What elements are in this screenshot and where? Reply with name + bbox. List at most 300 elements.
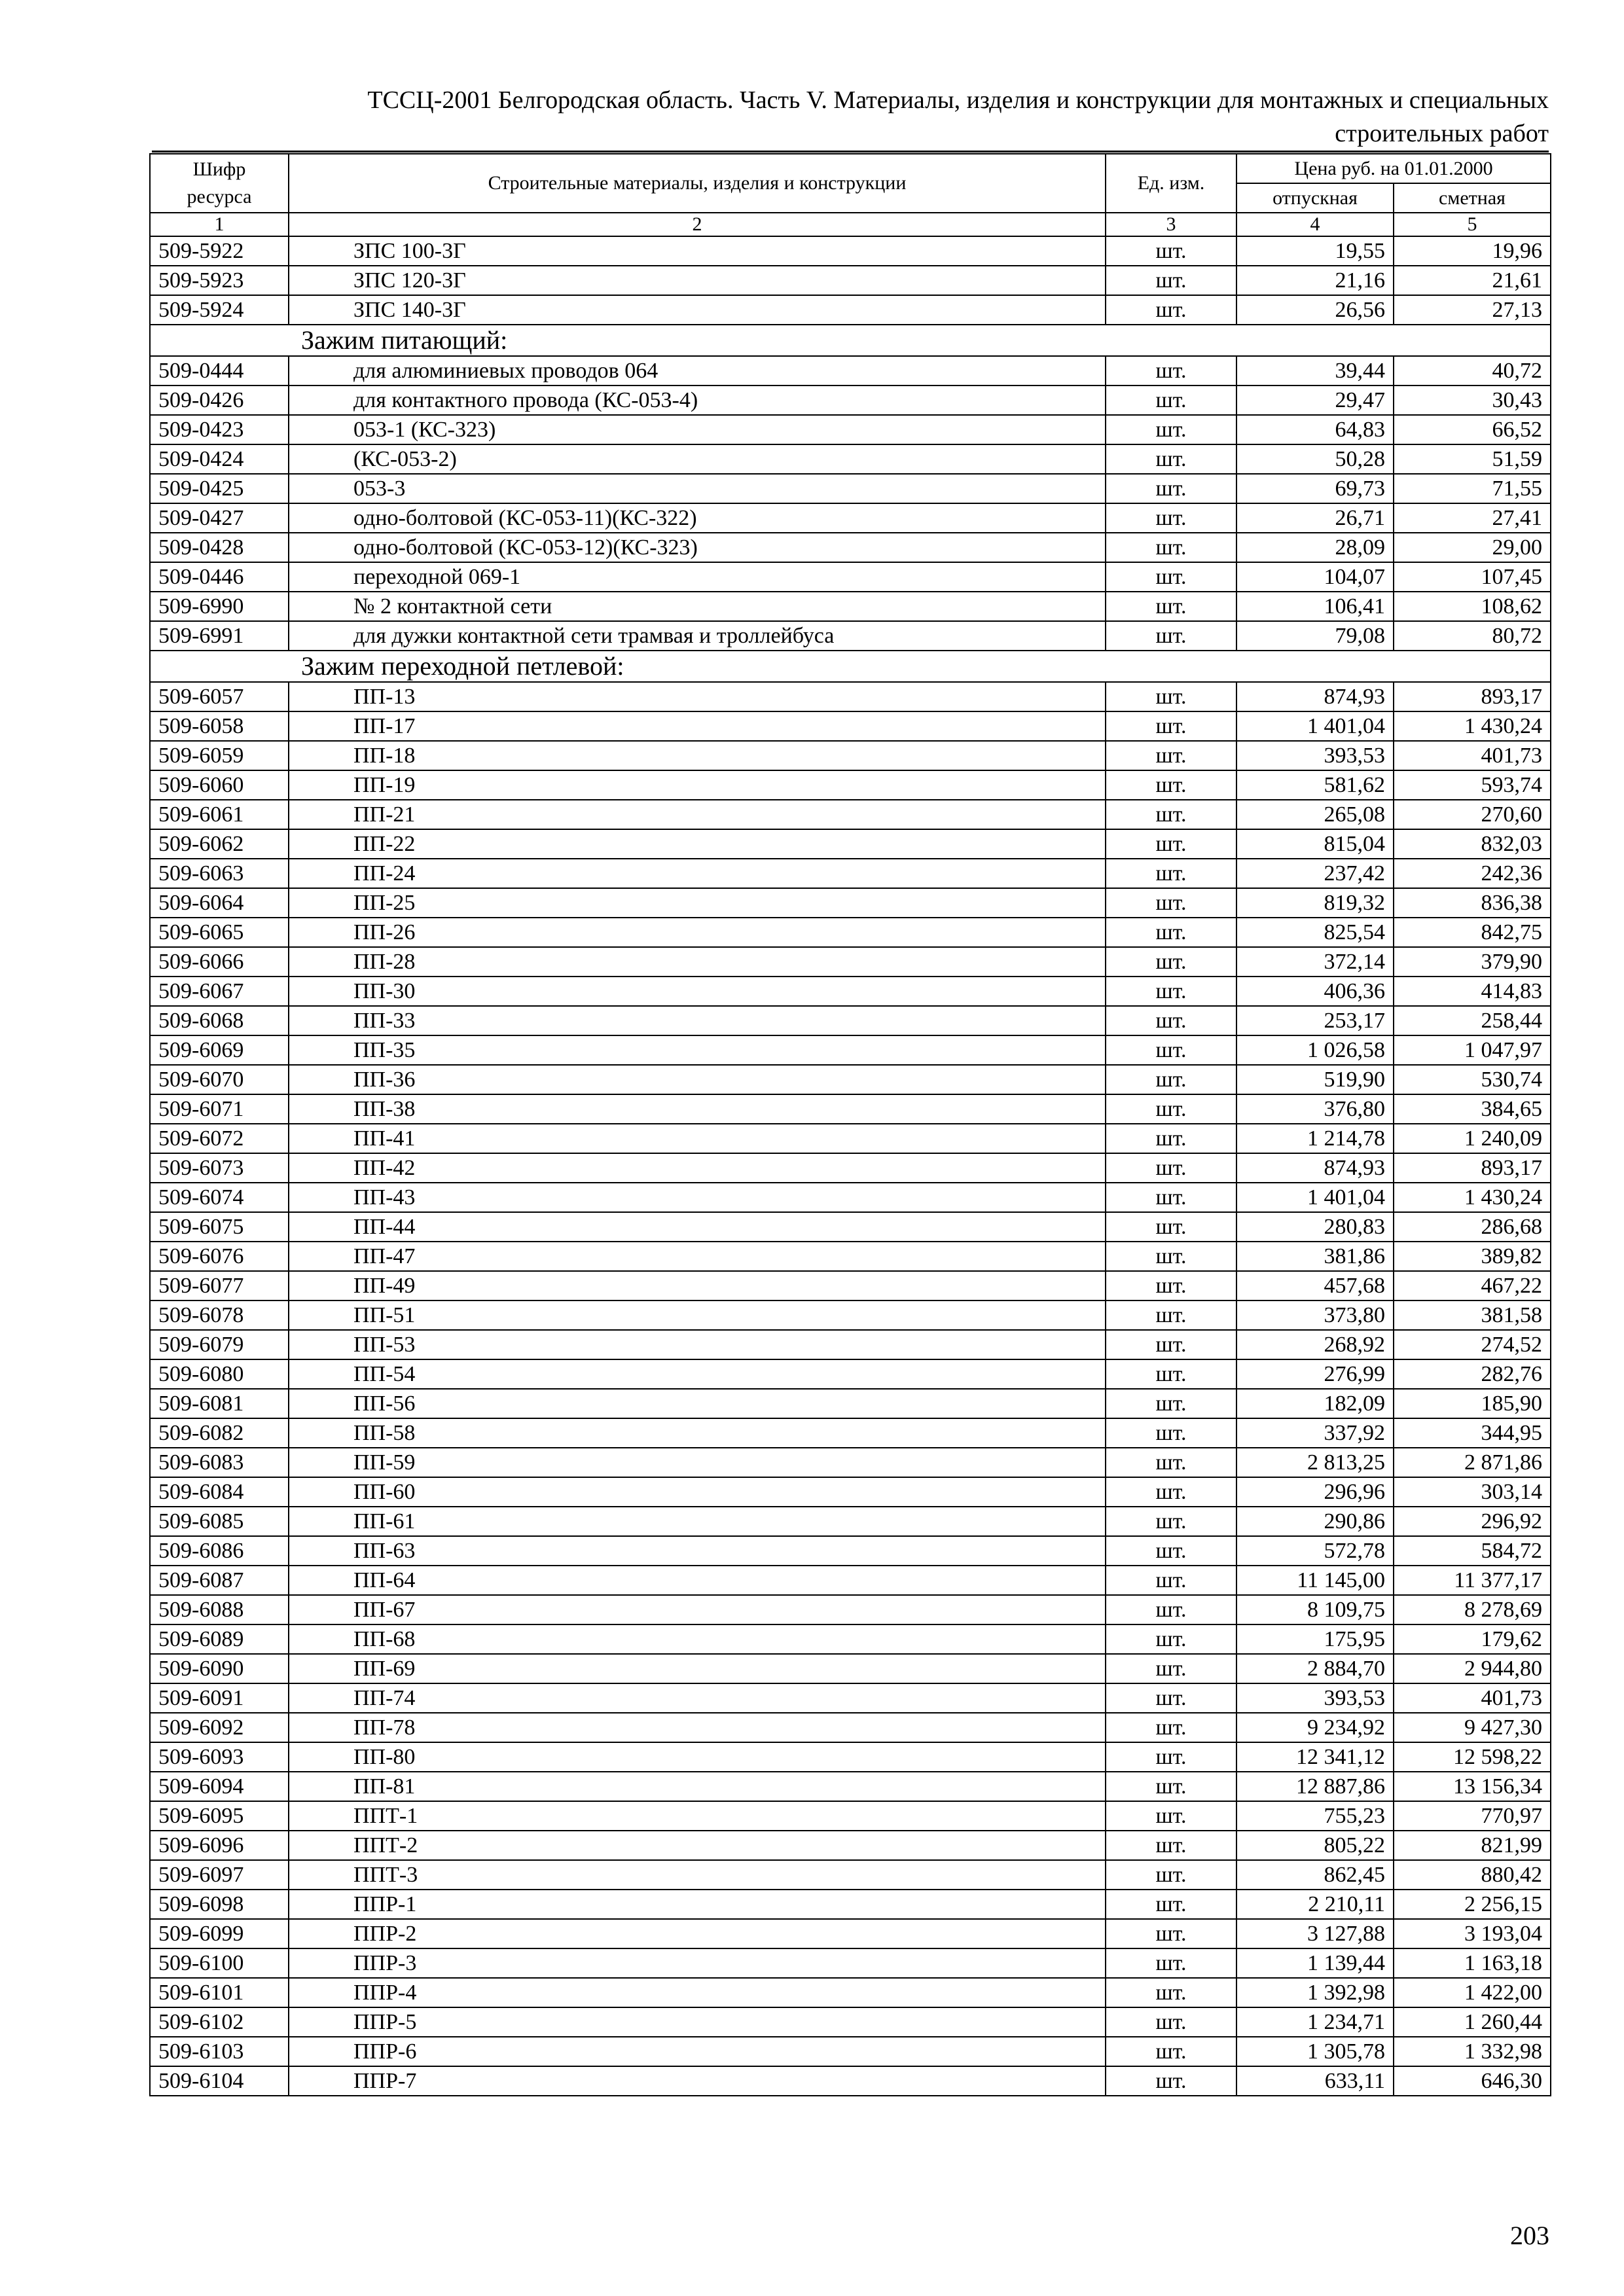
table-row	[150, 1212, 1551, 1242]
release-price: 815,04	[1236, 829, 1394, 859]
unit: шт.	[1106, 1477, 1236, 1507]
table-row	[150, 1389, 1551, 1418]
resource-code: 509-6077	[150, 1271, 289, 1300]
material-name: ПП-78	[289, 1713, 1106, 1742]
resource-code: 509-6072	[150, 1124, 289, 1153]
release-price: 26,56	[1236, 295, 1394, 325]
table-row	[150, 1536, 1551, 1566]
resource-code: 509-6085	[150, 1507, 289, 1536]
resource-code: 509-0446	[150, 562, 289, 592]
release-price: 874,93	[1236, 682, 1394, 711]
unit: шт.	[1106, 295, 1236, 325]
table-row	[150, 592, 1551, 621]
table-row	[150, 1448, 1551, 1477]
estimate-price: 27,41	[1394, 503, 1551, 533]
resource-code: 509-0428	[150, 533, 289, 562]
release-price: 12 887,86	[1236, 1772, 1394, 1801]
material-name: ПП-56	[289, 1389, 1106, 1418]
estimate-price: 836,38	[1394, 888, 1551, 918]
resource-code: 509-6066	[150, 947, 289, 977]
unit: шт.	[1106, 1683, 1236, 1713]
estimate-price: 401,73	[1394, 1683, 1551, 1713]
unit: шт.	[1106, 1418, 1236, 1448]
unit: шт.	[1106, 1831, 1236, 1860]
resource-code: 509-6075	[150, 1212, 289, 1242]
table-row	[150, 711, 1551, 741]
table-row	[150, 1507, 1551, 1536]
estimate-price: 379,90	[1394, 947, 1551, 977]
column-number: 5	[1394, 213, 1551, 236]
material-name: ПП-42	[289, 1153, 1106, 1183]
resource-code: 509-6086	[150, 1536, 289, 1566]
resource-code: 509-6095	[150, 1801, 289, 1831]
release-price: 237,42	[1236, 859, 1394, 888]
unit: шт.	[1106, 1183, 1236, 1212]
release-price: 253,17	[1236, 1006, 1394, 1035]
table-row	[150, 1418, 1551, 1448]
release-price: 79,08	[1236, 621, 1394, 651]
resource-code: 509-6070	[150, 1065, 289, 1094]
material-name: № 2 контактной сети	[289, 592, 1106, 621]
estimate-price: 646,30	[1394, 2066, 1551, 2096]
material-name: ПП-30	[289, 977, 1106, 1006]
release-price: 1 214,78	[1236, 1124, 1394, 1153]
unit: шт.	[1106, 415, 1236, 444]
material-name: ПП-63	[289, 1536, 1106, 1566]
unit: шт.	[1106, 2037, 1236, 2066]
release-price: 381,86	[1236, 1242, 1394, 1271]
release-price: 805,22	[1236, 1831, 1394, 1860]
release-price: 106,41	[1236, 592, 1394, 621]
estimate-price: 21,61	[1394, 266, 1551, 295]
release-price: 572,78	[1236, 1536, 1394, 1566]
unit: шт.	[1106, 1654, 1236, 1683]
material-name: ПП-81	[289, 1772, 1106, 1801]
estimate-price: 3 193,04	[1394, 1919, 1551, 1948]
material-name: ПП-24	[289, 859, 1106, 888]
unit: шт.	[1106, 1948, 1236, 1978]
material-name: для дужки контактной сети трамвая и троллейбуса	[289, 621, 1106, 651]
section-title: Зажим питающий:	[150, 325, 1551, 356]
material-name: ППР-5	[289, 2007, 1106, 2037]
unit: шт.	[1106, 1566, 1236, 1595]
resource-code: 509-6068	[150, 1006, 289, 1035]
release-price: 280,83	[1236, 1212, 1394, 1242]
unit: шт.	[1106, 1978, 1236, 2007]
unit: шт.	[1106, 444, 1236, 474]
unit: шт.	[1106, 1300, 1236, 1330]
estimate-price: 389,82	[1394, 1242, 1551, 1271]
material-name: ППР-4	[289, 1978, 1106, 2007]
unit: шт.	[1106, 947, 1236, 977]
unit: шт.	[1106, 1919, 1236, 1948]
resource-code: 509-5924	[150, 295, 289, 325]
release-price: 819,32	[1236, 888, 1394, 918]
table-row	[150, 295, 1551, 325]
resource-code: 509-6078	[150, 1300, 289, 1330]
estimate-price: 296,92	[1394, 1507, 1551, 1536]
unit: шт.	[1106, 236, 1236, 266]
table-row	[150, 1035, 1551, 1065]
table-row	[150, 415, 1551, 444]
table-row	[150, 1153, 1551, 1183]
column-number: 2	[289, 213, 1106, 236]
unit: шт.	[1106, 2007, 1236, 2037]
resource-code: 509-6093	[150, 1742, 289, 1772]
material-name: ПП-53	[289, 1330, 1106, 1359]
resource-code: 509-6061	[150, 800, 289, 829]
release-price: 393,53	[1236, 741, 1394, 770]
estimate-price: 179,62	[1394, 1624, 1551, 1654]
table-row	[150, 829, 1551, 859]
unit: шт.	[1106, 562, 1236, 592]
table-row	[150, 562, 1551, 592]
estimate-price: 13 156,34	[1394, 1772, 1551, 1801]
table-row	[150, 1948, 1551, 1978]
table-row	[150, 947, 1551, 977]
release-price: 1 234,71	[1236, 2007, 1394, 2037]
estimate-price: 242,36	[1394, 859, 1551, 888]
release-price: 457,68	[1236, 1271, 1394, 1300]
table-row	[150, 1242, 1551, 1271]
resource-code: 509-6990	[150, 592, 289, 621]
resource-code: 509-6082	[150, 1418, 289, 1448]
table-row	[150, 977, 1551, 1006]
estimate-price: 258,44	[1394, 1006, 1551, 1035]
unit: шт.	[1106, 592, 1236, 621]
column-number: 3	[1106, 213, 1236, 236]
material-name: ЗПС 120-3Г	[289, 266, 1106, 295]
release-price: 755,23	[1236, 1801, 1394, 1831]
material-name: ППР-6	[289, 2037, 1106, 2066]
release-price: 11 145,00	[1236, 1566, 1394, 1595]
table-row	[150, 1124, 1551, 1153]
table-row	[150, 1978, 1551, 2007]
section-row	[150, 325, 1551, 356]
material-name: ПП-49	[289, 1271, 1106, 1300]
section-title: Зажим переходной петлевой:	[150, 651, 1551, 682]
material-name: для контактного провода (КС-053-4)	[289, 386, 1106, 415]
table-row	[150, 859, 1551, 888]
resource-code: 509-0423	[150, 415, 289, 444]
unit: шт.	[1106, 1536, 1236, 1566]
material-name: ПП-51	[289, 1300, 1106, 1330]
estimate-price: 27,13	[1394, 295, 1551, 325]
unit: шт.	[1106, 1330, 1236, 1359]
release-price: 39,44	[1236, 356, 1394, 386]
table-row	[150, 2066, 1551, 2096]
estimate-price: 1 260,44	[1394, 2007, 1551, 2037]
unit: шт.	[1106, 533, 1236, 562]
table-row	[150, 682, 1551, 711]
resource-code: 509-6101	[150, 1978, 289, 2007]
release-price: 372,14	[1236, 947, 1394, 977]
material-name: ППР-2	[289, 1919, 1106, 1948]
resource-code: 509-6091	[150, 1683, 289, 1713]
material-name: ППТ-2	[289, 1831, 1106, 1860]
col-price-header: Цена руб. на 01.01.2000	[1236, 154, 1551, 183]
resource-code: 509-6103	[150, 2037, 289, 2066]
page-header	[152, 84, 1549, 152]
release-price: 337,92	[1236, 1418, 1394, 1448]
unit: шт.	[1106, 503, 1236, 533]
material-name: ППТ-3	[289, 1860, 1106, 1890]
material-name: 053-3	[289, 474, 1106, 503]
estimate-price: 1 422,00	[1394, 1978, 1551, 2007]
header-subtitle: строительных работ	[1335, 120, 1549, 147]
table-row	[150, 1183, 1551, 1212]
estimate-price: 51,59	[1394, 444, 1551, 474]
release-price: 3 127,88	[1236, 1919, 1394, 1948]
release-price: 2 884,70	[1236, 1654, 1394, 1683]
resource-code: 509-6084	[150, 1477, 289, 1507]
col-release-header: отпускная	[1236, 183, 1394, 213]
resource-code: 509-6099	[150, 1919, 289, 1948]
table-row	[150, 1094, 1551, 1124]
release-price: 21,16	[1236, 266, 1394, 295]
unit: шт.	[1106, 474, 1236, 503]
estimate-price: 2 944,80	[1394, 1654, 1551, 1683]
unit: шт.	[1106, 770, 1236, 800]
estimate-price: 832,03	[1394, 829, 1551, 859]
resource-code: 509-5922	[150, 236, 289, 266]
unit: шт.	[1106, 800, 1236, 829]
release-price: 1 401,04	[1236, 711, 1394, 741]
estimate-price: 770,97	[1394, 1801, 1551, 1831]
resource-code: 509-6062	[150, 829, 289, 859]
resource-code: 509-6102	[150, 2007, 289, 2037]
estimate-price: 593,74	[1394, 770, 1551, 800]
material-name: ПП-60	[289, 1477, 1106, 1507]
estimate-price: 414,83	[1394, 977, 1551, 1006]
table-row	[150, 1566, 1551, 1595]
estimate-price: 286,68	[1394, 1212, 1551, 1242]
estimate-price: 401,73	[1394, 741, 1551, 770]
release-price: 276,99	[1236, 1359, 1394, 1389]
table-row	[150, 1831, 1551, 1860]
table-row	[150, 1860, 1551, 1890]
table-row	[150, 1742, 1551, 1772]
table-row	[150, 386, 1551, 415]
resource-code: 509-0426	[150, 386, 289, 415]
release-price: 581,62	[1236, 770, 1394, 800]
estimate-price: 66,52	[1394, 415, 1551, 444]
table-row	[150, 1683, 1551, 1713]
material-name: ПП-28	[289, 947, 1106, 977]
unit: шт.	[1106, 1595, 1236, 1624]
release-price: 825,54	[1236, 918, 1394, 947]
estimate-price: 8 278,69	[1394, 1595, 1551, 1624]
resource-code: 509-0424	[150, 444, 289, 474]
resource-code: 509-6058	[150, 711, 289, 741]
release-price: 296,96	[1236, 1477, 1394, 1507]
release-price: 519,90	[1236, 1065, 1394, 1094]
unit: шт.	[1106, 1212, 1236, 1242]
resource-code: 509-6090	[150, 1654, 289, 1683]
material-name: (КС-053-2)	[289, 444, 1106, 474]
material-name: ПП-38	[289, 1094, 1106, 1124]
table-header	[150, 154, 1551, 236]
estimate-price: 80,72	[1394, 621, 1551, 651]
unit: шт.	[1106, 1035, 1236, 1065]
resource-code: 509-0427	[150, 503, 289, 533]
unit: шт.	[1106, 1242, 1236, 1271]
unit: шт.	[1106, 711, 1236, 741]
release-price: 19,55	[1236, 236, 1394, 266]
material-name: ППР-1	[289, 1890, 1106, 1919]
resource-code: 509-6079	[150, 1330, 289, 1359]
resource-code: 509-6098	[150, 1890, 289, 1919]
table-row	[150, 888, 1551, 918]
resource-code: 509-6081	[150, 1389, 289, 1418]
material-name: одно-болтовой (КС-053-11)(КС-322)	[289, 503, 1106, 533]
release-price: 8 109,75	[1236, 1595, 1394, 1624]
unit: шт.	[1106, 1860, 1236, 1890]
release-price: 182,09	[1236, 1389, 1394, 1418]
estimate-price: 303,14	[1394, 1477, 1551, 1507]
resource-code: 509-6096	[150, 1831, 289, 1860]
resource-code: 509-6069	[150, 1035, 289, 1065]
release-price: 373,80	[1236, 1300, 1394, 1330]
resource-code: 509-6064	[150, 888, 289, 918]
unit: шт.	[1106, 859, 1236, 888]
release-price: 64,83	[1236, 415, 1394, 444]
column-number: 1	[150, 213, 289, 236]
material-name: ПП-22	[289, 829, 1106, 859]
table-row	[150, 918, 1551, 947]
material-name: ПП-18	[289, 741, 1106, 770]
release-price: 265,08	[1236, 800, 1394, 829]
resource-code: 509-6067	[150, 977, 289, 1006]
material-name: ППР-7	[289, 2066, 1106, 2096]
unit: шт.	[1106, 1389, 1236, 1418]
estimate-price: 1 430,24	[1394, 1183, 1551, 1212]
col-estimate-header: сметная	[1394, 183, 1551, 213]
release-price: 50,28	[1236, 444, 1394, 474]
release-price: 406,36	[1236, 977, 1394, 1006]
unit: шт.	[1106, 977, 1236, 1006]
material-name: ПП-61	[289, 1507, 1106, 1536]
resource-code: 509-0444	[150, 356, 289, 386]
resource-code: 509-6057	[150, 682, 289, 711]
estimate-price: 1 047,97	[1394, 1035, 1551, 1065]
unit: шт.	[1106, 1742, 1236, 1772]
table-row	[150, 356, 1551, 386]
material-name: переходной 069-1	[289, 562, 1106, 592]
material-name: ПП-54	[289, 1359, 1106, 1389]
table-row	[150, 1801, 1551, 1831]
unit: шт.	[1106, 829, 1236, 859]
table-row	[150, 1919, 1551, 1948]
material-name: ПП-69	[289, 1654, 1106, 1683]
estimate-price: 1 430,24	[1394, 711, 1551, 741]
release-price: 268,92	[1236, 1330, 1394, 1359]
table-row	[150, 1772, 1551, 1801]
material-name: ПП-67	[289, 1595, 1106, 1624]
estimate-price: 71,55	[1394, 474, 1551, 503]
estimate-price: 384,65	[1394, 1094, 1551, 1124]
estimate-price: 108,62	[1394, 592, 1551, 621]
resource-code: 509-6065	[150, 918, 289, 947]
estimate-price: 880,42	[1394, 1860, 1551, 1890]
material-name: ПП-13	[289, 682, 1106, 711]
release-price: 874,93	[1236, 1153, 1394, 1183]
unit: шт.	[1106, 1772, 1236, 1801]
column-numbers-row	[150, 213, 1551, 236]
table-row	[150, 2007, 1551, 2037]
page-number: 203	[1510, 2221, 1549, 2250]
table-row	[150, 741, 1551, 770]
table-row	[150, 1624, 1551, 1654]
estimate-price: 29,00	[1394, 533, 1551, 562]
material-name: ПП-43	[289, 1183, 1106, 1212]
resource-code: 509-6092	[150, 1713, 289, 1742]
release-price: 1 305,78	[1236, 2037, 1394, 2066]
resource-code: 509-6073	[150, 1153, 289, 1183]
material-name: одно-болтовой (КС-053-12)(КС-323)	[289, 533, 1106, 562]
unit: шт.	[1106, 888, 1236, 918]
material-name: 053-1 (КС-323)	[289, 415, 1106, 444]
estimate-price: 30,43	[1394, 386, 1551, 415]
table-row	[150, 266, 1551, 295]
resource-code: 509-6071	[150, 1094, 289, 1124]
material-name: ПП-33	[289, 1006, 1106, 1035]
estimate-price: 2 871,86	[1394, 1448, 1551, 1477]
unit: шт.	[1106, 1359, 1236, 1389]
release-price: 29,47	[1236, 386, 1394, 415]
unit: шт.	[1106, 356, 1236, 386]
unit: шт.	[1106, 1890, 1236, 1919]
estimate-price: 344,95	[1394, 1418, 1551, 1448]
resource-code: 509-6991	[150, 621, 289, 651]
resource-code: 509-6076	[150, 1242, 289, 1271]
estimate-price: 2 256,15	[1394, 1890, 1551, 1919]
estimate-price: 530,74	[1394, 1065, 1551, 1094]
estimate-price: 274,52	[1394, 1330, 1551, 1359]
release-price: 2 210,11	[1236, 1890, 1394, 1919]
release-price: 26,71	[1236, 503, 1394, 533]
unit: шт.	[1106, 2066, 1236, 2096]
material-name: ПП-47	[289, 1242, 1106, 1271]
table-row	[150, 1890, 1551, 1919]
unit: шт.	[1106, 1801, 1236, 1831]
release-price: 1 401,04	[1236, 1183, 1394, 1212]
material-name: ПП-58	[289, 1418, 1106, 1448]
estimate-price: 40,72	[1394, 356, 1551, 386]
resource-code: 509-6097	[150, 1860, 289, 1890]
estimate-price: 185,90	[1394, 1389, 1551, 1418]
estimate-price: 9 427,30	[1394, 1713, 1551, 1742]
material-name: ПП-21	[289, 800, 1106, 829]
resource-code: 509-0425	[150, 474, 289, 503]
table-row	[150, 533, 1551, 562]
release-price: 1 026,58	[1236, 1035, 1394, 1065]
estimate-price: 584,72	[1394, 1536, 1551, 1566]
material-name: ПП-19	[289, 770, 1106, 800]
material-name: ПП-41	[289, 1124, 1106, 1153]
table-row	[150, 1065, 1551, 1094]
table-row	[150, 1271, 1551, 1300]
material-name: ППТ-1	[289, 1801, 1106, 1831]
material-name: ПП-59	[289, 1448, 1106, 1477]
table-row	[150, 1654, 1551, 1683]
estimate-price: 1 332,98	[1394, 2037, 1551, 2066]
unit: шт.	[1106, 741, 1236, 770]
table-body	[150, 236, 1551, 2096]
resource-code: 509-6104	[150, 2066, 289, 2096]
estimate-price: 821,99	[1394, 1831, 1551, 1860]
unit: шт.	[1106, 1006, 1236, 1035]
